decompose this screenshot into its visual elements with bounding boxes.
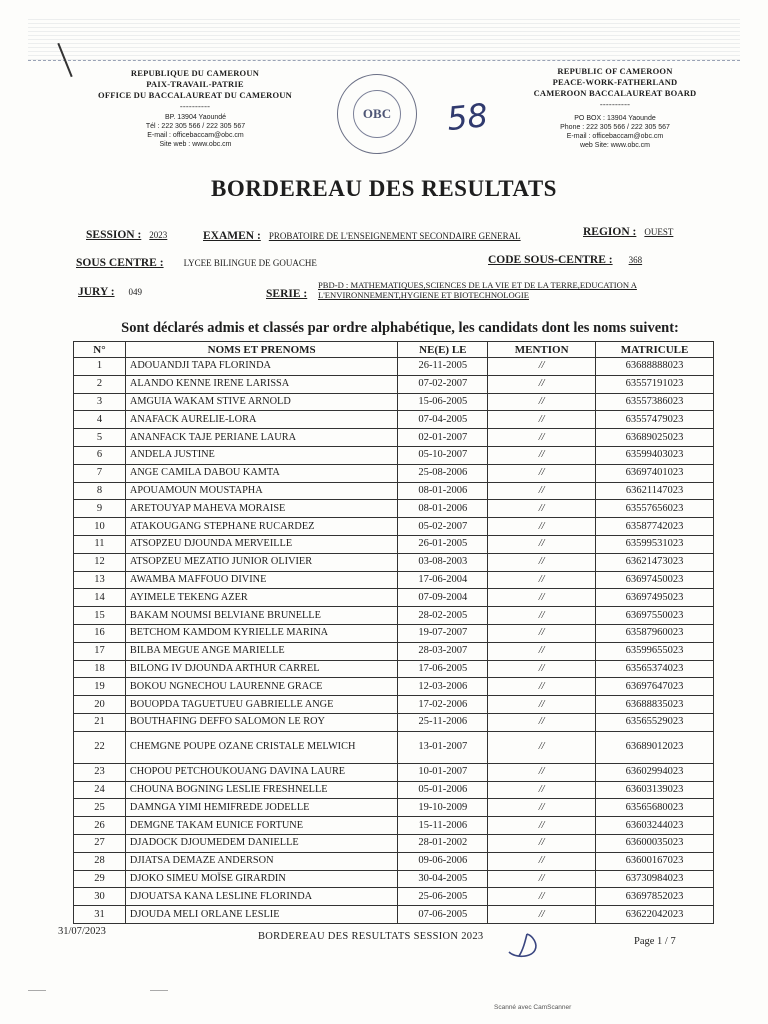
- row-birthdate: 03-08-2003: [398, 553, 488, 571]
- row-mention: //: [488, 446, 596, 464]
- row-mention: //: [488, 781, 596, 799]
- tel-en: Phone : 222 305 566 / 222 305 567: [560, 124, 670, 131]
- row-matricule: 63697401023: [596, 464, 714, 482]
- row-number: 16: [74, 624, 126, 642]
- row-matricule: 63587742023: [596, 518, 714, 536]
- col-mention: MENTION: [488, 342, 596, 358]
- footer-center: BORDEREAU DES RESULTATS SESSION 2023: [258, 931, 484, 942]
- row-matricule: 63697450023: [596, 571, 714, 589]
- table-row: [74, 464, 714, 482]
- row-number: 23: [74, 763, 126, 781]
- office-fr: OFFICE DU BACCALAUREAT DU CAMEROUN: [98, 90, 292, 100]
- row-mention: //: [488, 535, 596, 553]
- row-number: 14: [74, 589, 126, 607]
- row-birthdate: 28-03-2007: [398, 642, 488, 660]
- row-mention: //: [488, 834, 596, 852]
- table-row: [74, 834, 714, 852]
- row-mention: //: [488, 678, 596, 696]
- row-birthdate: 25-08-2006: [398, 464, 488, 482]
- row-mention: //: [488, 589, 596, 607]
- serie-label: SERIE :: [266, 288, 308, 300]
- row-name: BILBA MEGUE ANGE MARIELLE: [125, 642, 397, 660]
- table-header-row: [74, 342, 714, 358]
- row-number: 6: [74, 446, 126, 464]
- row-matricule: 63599403023: [596, 446, 714, 464]
- row-mention: //: [488, 799, 596, 817]
- table-row: [74, 589, 714, 607]
- bp-en: PO BOX : 13904 Yaounde: [574, 115, 656, 122]
- table-row: [74, 624, 714, 642]
- row-mention: //: [488, 906, 596, 924]
- row-birthdate: 19-10-2009: [398, 799, 488, 817]
- row-birthdate: 26-11-2005: [398, 358, 488, 376]
- row-matricule: 63697852023: [596, 888, 714, 906]
- row-number: 25: [74, 799, 126, 817]
- table-row: [74, 518, 714, 536]
- row-name: CHOPOU PETCHOUKOUANG DAVINA LAURE: [125, 763, 397, 781]
- row-matricule: 63565374023: [596, 660, 714, 678]
- web-fr: Site web : www.obc.cm: [159, 141, 232, 148]
- row-number: 5: [74, 429, 126, 447]
- row-name: DEMGNE TAKAM EUNICE FORTUNE: [125, 817, 397, 835]
- office-en: CAMEROON BACCALAUREAT BOARD: [533, 88, 697, 98]
- separator-left: ----------: [179, 101, 211, 111]
- row-number: 18: [74, 660, 126, 678]
- row-name: ATSOPZEU DJOUNDA MERVEILLE: [125, 535, 397, 553]
- row-matricule: 63557386023: [596, 393, 714, 411]
- row-matricule: 63621147023: [596, 482, 714, 500]
- bp-fr: BP. 13904 Yaoundé: [164, 114, 227, 121]
- row-number: 30: [74, 888, 126, 906]
- row-matricule: 63557479023: [596, 411, 714, 429]
- row-number: 17: [74, 642, 126, 660]
- row-birthdate: 05-02-2007: [398, 518, 488, 536]
- row-name: ATSOPZEU MEZATIO JUNIOR OLIVIER: [125, 553, 397, 571]
- row-mention: //: [488, 482, 596, 500]
- row-birthdate: 30-04-2005: [398, 870, 488, 888]
- motto-fr: PAIX-TRAVAIL-PATRIE: [146, 79, 244, 89]
- row-number: 29: [74, 870, 126, 888]
- row-matricule: 63599655023: [596, 642, 714, 660]
- region-value: OUEST: [644, 227, 674, 237]
- table-row: [74, 553, 714, 571]
- row-number: 21: [74, 713, 126, 731]
- row-number: 24: [74, 781, 126, 799]
- row-mention: //: [488, 888, 596, 906]
- table-row: [74, 817, 714, 835]
- table-row: [74, 535, 714, 553]
- row-matricule: 63697647023: [596, 678, 714, 696]
- table-row: [74, 446, 714, 464]
- handwritten-number: 58: [445, 95, 490, 139]
- row-name: DJADOCK DJOUMEDEM DANIELLE: [125, 834, 397, 852]
- table-row: [74, 713, 714, 731]
- examen-label: EXAMEN :: [203, 230, 261, 242]
- examen-field: [203, 226, 521, 244]
- row-name: BOUTHAFING DEFFO SALOMON LE ROY: [125, 713, 397, 731]
- scan-mark-left: [28, 990, 46, 991]
- table-row: [74, 500, 714, 518]
- row-birthdate: 05-10-2007: [398, 446, 488, 464]
- row-matricule: 63697550023: [596, 607, 714, 625]
- row-name: ARETOUYAP MAHEVA MORAISE: [125, 500, 397, 518]
- row-name: AMGUIA WAKAM STIVE ARNOLD: [125, 393, 397, 411]
- row-mention: //: [488, 393, 596, 411]
- table-row: [74, 358, 714, 376]
- col-matricule: MATRICULE: [596, 342, 714, 358]
- row-birthdate: 17-06-2004: [398, 571, 488, 589]
- motto-en: PEACE-WORK-FATHERLAND: [552, 77, 678, 87]
- row-number: 22: [74, 731, 126, 763]
- header-right: [515, 66, 715, 110]
- handwritten-signature: [505, 930, 541, 960]
- table-row: [74, 870, 714, 888]
- contact-left: [118, 113, 273, 149]
- row-name: ALANDO KENNE IRENE LARISSA: [125, 375, 397, 393]
- row-mention: //: [488, 375, 596, 393]
- row-birthdate: 07-09-2004: [398, 589, 488, 607]
- table-row: [74, 906, 714, 924]
- row-matricule: 63557191023: [596, 375, 714, 393]
- code-label: CODE SOUS-CENTRE :: [488, 254, 613, 266]
- table-row: [74, 763, 714, 781]
- row-name: ADOUANDJI TAPA FLORINDA: [125, 358, 397, 376]
- row-matricule: 63621473023: [596, 553, 714, 571]
- row-birthdate: 19-07-2007: [398, 624, 488, 642]
- row-mention: //: [488, 817, 596, 835]
- row-birthdate: 10-01-2007: [398, 763, 488, 781]
- serie-line-2: L'ENVIRONNEMENT,HYGIENE ET BIOTECHNOLOGIE: [318, 290, 530, 300]
- row-number: 11: [74, 535, 126, 553]
- row-birthdate: 08-01-2006: [398, 500, 488, 518]
- table-row: [74, 781, 714, 799]
- row-birthdate: 17-06-2005: [398, 660, 488, 678]
- row-mention: //: [488, 358, 596, 376]
- table-row: [74, 888, 714, 906]
- table-row: [74, 852, 714, 870]
- sous-centre-value: LYCEE BILINGUE DE GOUACHE: [183, 258, 317, 268]
- row-mention: //: [488, 870, 596, 888]
- row-birthdate: 12-03-2006: [398, 678, 488, 696]
- examen-value: PROBATOIRE DE L'ENSEIGNEMENT SECONDAIRE GENERAL: [268, 231, 521, 241]
- row-birthdate: 17-02-2006: [398, 696, 488, 714]
- row-birthdate: 15-06-2005: [398, 393, 488, 411]
- row-name: ANAFACK AURELIE-LORA: [125, 411, 397, 429]
- seal-emblem-icon: OBC: [353, 90, 401, 138]
- table-row: [74, 678, 714, 696]
- email-en: E-mail : officebaccam@obc.cm: [566, 133, 664, 140]
- row-number: 20: [74, 696, 126, 714]
- region-field: [583, 222, 673, 240]
- row-number: 31: [74, 906, 126, 924]
- table-row: [74, 429, 714, 447]
- session-field: [86, 225, 167, 243]
- row-birthdate: 05-01-2006: [398, 781, 488, 799]
- row-birthdate: 07-02-2007: [398, 375, 488, 393]
- row-name: DAMNGA YIMI HEMIFREDE JODELLE: [125, 799, 397, 817]
- row-number: 4: [74, 411, 126, 429]
- row-number: 7: [74, 464, 126, 482]
- row-matricule: 63689012023: [596, 731, 714, 763]
- row-birthdate: 13-01-2007: [398, 731, 488, 763]
- row-mention: //: [488, 731, 596, 763]
- row-number: 26: [74, 817, 126, 835]
- row-matricule: 63600035023: [596, 834, 714, 852]
- country-en: REPUBLIC OF CAMEROON: [557, 66, 673, 76]
- row-matricule: 63599531023: [596, 535, 714, 553]
- row-mention: //: [488, 642, 596, 660]
- region-label: REGION :: [583, 226, 637, 238]
- row-mention: //: [488, 660, 596, 678]
- row-matricule: 63587960023: [596, 624, 714, 642]
- row-matricule: 63602994023: [596, 763, 714, 781]
- table-row: [74, 696, 714, 714]
- table-row: [74, 607, 714, 625]
- row-birthdate: 08-01-2006: [398, 482, 488, 500]
- row-matricule: 63565680023: [596, 799, 714, 817]
- separator-right: ----------: [599, 99, 631, 109]
- row-mention: //: [488, 696, 596, 714]
- row-name: ATAKOUGANG STEPHANE RUCARDEZ: [125, 518, 397, 536]
- row-mention: //: [488, 624, 596, 642]
- row-name: CHOUNA BOGNING LESLIE FRESHNELLE: [125, 781, 397, 799]
- table-row: [74, 799, 714, 817]
- jury-value: 049: [128, 287, 143, 297]
- col-number: N°: [74, 342, 126, 358]
- row-matricule: 63603139023: [596, 781, 714, 799]
- row-number: 1: [74, 358, 126, 376]
- row-birthdate: 15-11-2006: [398, 817, 488, 835]
- row-birthdate: 26-01-2005: [398, 535, 488, 553]
- row-birthdate: 09-06-2006: [398, 852, 488, 870]
- session-value: 2023: [149, 230, 168, 240]
- row-mention: //: [488, 518, 596, 536]
- web-en: web Site: www.obc.cm: [579, 142, 651, 149]
- row-number: 12: [74, 553, 126, 571]
- scan-noise-band: [28, 18, 740, 61]
- code-value: 368: [628, 255, 643, 265]
- row-mention: //: [488, 607, 596, 625]
- row-name: DJOKO SIMEU MOÏSE GIRARDIN: [125, 870, 397, 888]
- row-matricule: 63688835023: [596, 696, 714, 714]
- row-mention: //: [488, 411, 596, 429]
- row-mention: //: [488, 852, 596, 870]
- row-birthdate: 25-11-2006: [398, 713, 488, 731]
- row-mention: //: [488, 553, 596, 571]
- row-matricule: 63603244023: [596, 817, 714, 835]
- row-mention: //: [488, 713, 596, 731]
- document-title: BORDEREAU DES RESULTATS: [211, 176, 557, 201]
- sous-centre-field: [76, 253, 317, 271]
- row-number: 28: [74, 852, 126, 870]
- row-name: AYIMELE TEKENG AZER: [125, 589, 397, 607]
- row-mention: //: [488, 464, 596, 482]
- email-fr: E-mail : officebaccam@obc.cm: [147, 132, 244, 139]
- footer-date: 31/07/2023: [58, 926, 106, 937]
- col-name: NOMS ET PRENOMS: [125, 342, 397, 358]
- contact-right: [540, 114, 690, 150]
- tel-fr: Tél : 222 305 566 / 222 305 567: [145, 123, 246, 130]
- row-birthdate: 28-01-2002: [398, 834, 488, 852]
- row-matricule: 63622042023: [596, 906, 714, 924]
- row-name: APOUAMOUN MOUSTAPHA: [125, 482, 397, 500]
- row-matricule: 63688888023: [596, 358, 714, 376]
- sous-centre-label: SOUS CENTRE :: [76, 257, 164, 269]
- row-number: 15: [74, 607, 126, 625]
- row-number: 10: [74, 518, 126, 536]
- jury-field: [78, 282, 142, 300]
- row-number: 9: [74, 500, 126, 518]
- row-name: BETCHOM KAMDOM KYRIELLE MARINA: [125, 624, 397, 642]
- row-name: ANANFACK TAJE PERIANE LAURA: [125, 429, 397, 447]
- row-name: BOKOU NGNECHOU LAURENNE GRACE: [125, 678, 397, 696]
- row-name: ANDELA JUSTINE: [125, 446, 397, 464]
- row-matricule: 63730984023: [596, 870, 714, 888]
- intro-sentence: Sont déclarés admis et classés par ordre alphabétique, les candidats dont les noms suivent:: [121, 320, 679, 336]
- row-matricule: 63697495023: [596, 589, 714, 607]
- row-name: ANGE CAMILA DABOU KAMTA: [125, 464, 397, 482]
- scan-mark-mid: [150, 990, 168, 991]
- row-matricule: 63557656023: [596, 500, 714, 518]
- row-name: DJIATSA DEMAZE ANDERSON: [125, 852, 397, 870]
- serie-value: [318, 280, 708, 300]
- table-row: [74, 731, 714, 763]
- table-row: [74, 411, 714, 429]
- country-fr: REPUBLIQUE DU CAMEROUN: [130, 68, 260, 78]
- table-row: [74, 642, 714, 660]
- row-birthdate: 25-06-2005: [398, 888, 488, 906]
- footer-page: Page 1 / 7: [634, 936, 676, 947]
- office-seal: [337, 74, 417, 154]
- row-matricule: 63600167023: [596, 852, 714, 870]
- row-number: 27: [74, 834, 126, 852]
- table-row: [74, 660, 714, 678]
- col-birthdate: NE(E) LE: [398, 342, 488, 358]
- row-mention: //: [488, 500, 596, 518]
- table-row: [74, 393, 714, 411]
- row-number: 2: [74, 375, 126, 393]
- row-matricule: 63689025023: [596, 429, 714, 447]
- row-name: DJOUATSA KANA LESLINE FLORINDA: [125, 888, 397, 906]
- row-number: 8: [74, 482, 126, 500]
- code-field: [488, 250, 642, 268]
- row-birthdate: 07-04-2005: [398, 411, 488, 429]
- row-name: BILONG IV DJOUNDA ARTHUR CARREL: [125, 660, 397, 678]
- results-body: [74, 358, 714, 924]
- row-number: 3: [74, 393, 126, 411]
- row-number: 19: [74, 678, 126, 696]
- row-name: BAKAM NOUMSI BELVIANE BRUNELLE: [125, 607, 397, 625]
- row-mention: //: [488, 571, 596, 589]
- serie-line-1: PBD-D : MATHEMATIQUES,SCIENCES DE LA VIE ET DE LA TERRE,EDUCATION A: [318, 280, 637, 290]
- row-mention: //: [488, 763, 596, 781]
- row-birthdate: 07-06-2005: [398, 906, 488, 924]
- row-birthdate: 28-02-2005: [398, 607, 488, 625]
- row-name: CHEMGNE POUPE OZANE CRISTALE MELWICH: [125, 731, 397, 763]
- row-matricule: 63565529023: [596, 713, 714, 731]
- camscanner-watermark: Scanné avec CamScanner: [494, 1004, 572, 1011]
- results-table: [73, 341, 714, 924]
- row-mention: //: [488, 429, 596, 447]
- row-name: AWAMBA MAFFOUO DIVINE: [125, 571, 397, 589]
- table-row: [74, 375, 714, 393]
- jury-label: JURY :: [78, 286, 115, 298]
- row-number: 13: [74, 571, 126, 589]
- table-row: [74, 571, 714, 589]
- row-name: DJOUDA MELI ORLANE LESLIE: [125, 906, 397, 924]
- row-birthdate: 02-01-2007: [398, 429, 488, 447]
- row-name: BOUOPDA TAGUETUEU GABRIELLE ANGE: [125, 696, 397, 714]
- header-left: [95, 68, 295, 112]
- table-row: [74, 482, 714, 500]
- session-label: SESSION :: [86, 229, 142, 241]
